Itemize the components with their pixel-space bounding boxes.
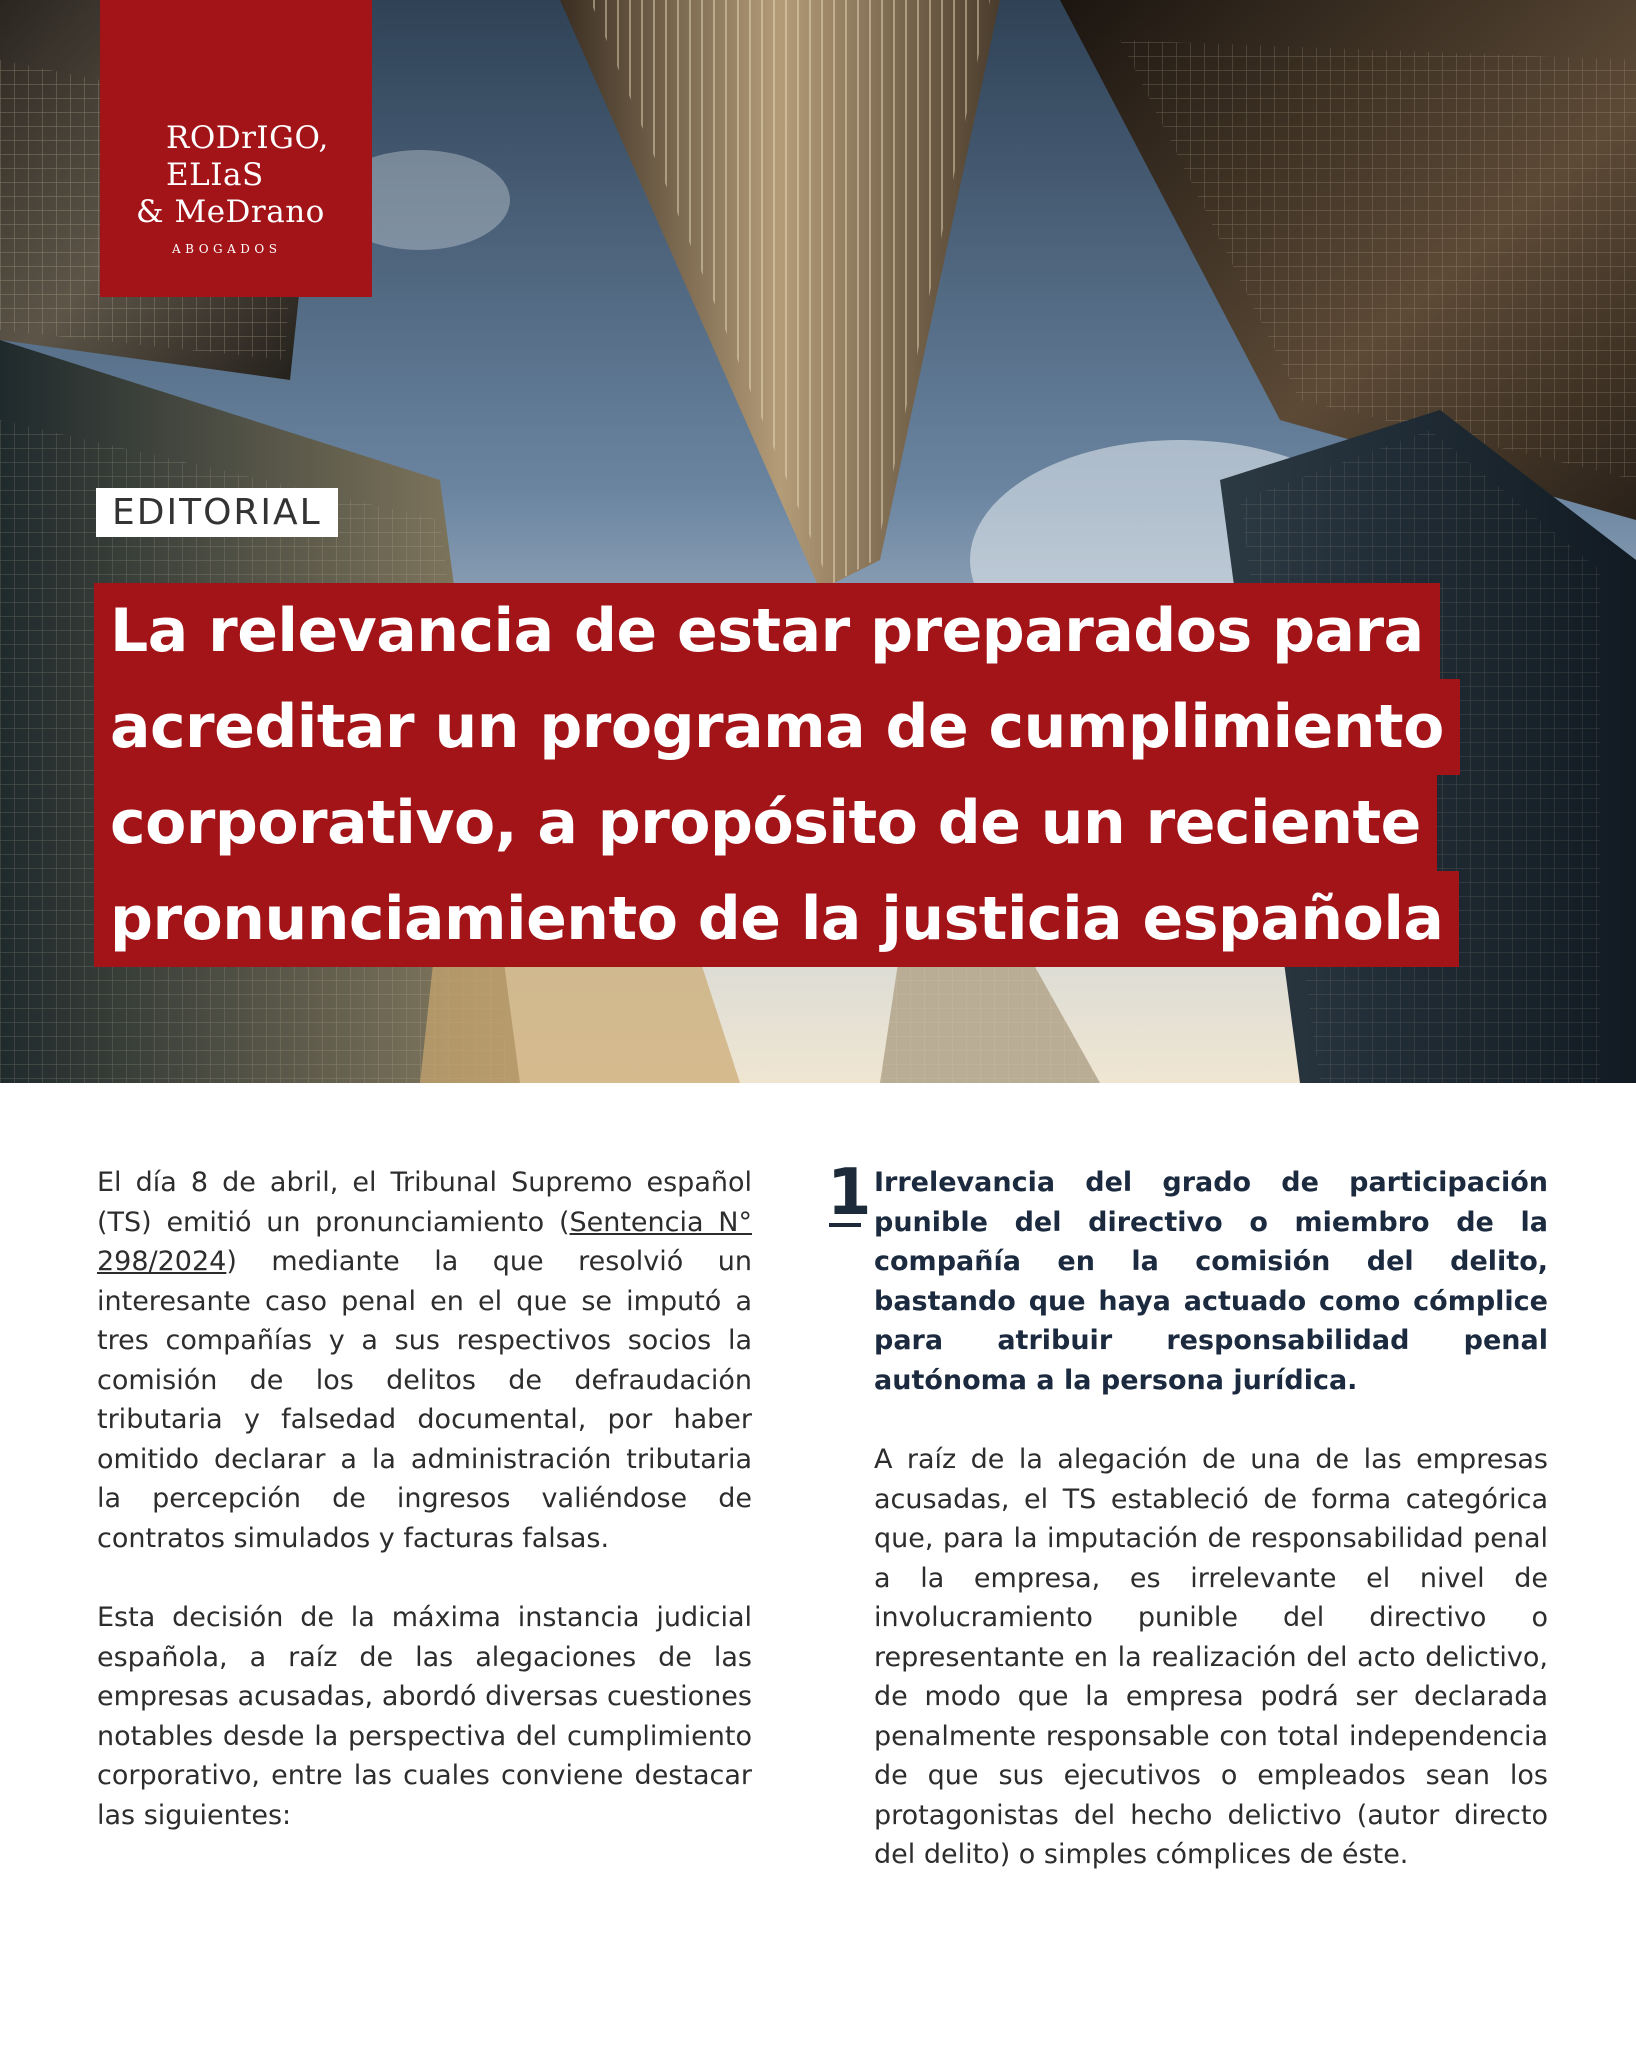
point-heading: Irrelevancia del grado de participación punible del directivo o miembro de la compañía en la comisión del delito, bastando que haya actuado como cómplice para atribuir responsabilidad penal autónoma a la persona jurídica. bbox=[874, 1167, 1548, 1396]
section-tag: EDITORIAL bbox=[96, 488, 338, 537]
second-paragraph: Esta decisión de la máxima instancia judicial española, a raíz de las alegaciones de las empresas acusadas, abordó diversas cuestiones notables desde la perspectiva del cumplimiento corporativo, entre las cuales conviene destacar las siguientes: bbox=[97, 1602, 752, 1831]
title-line bbox=[94, 871, 1514, 967]
title-line-text: acreditar un programa de cumplimiento bbox=[94, 679, 1460, 775]
logo-line-3: & MeDrano bbox=[136, 194, 325, 230]
sentencia-link[interactable]: Sentencia N° 298/2024 bbox=[97, 1206, 752, 1277]
title-line bbox=[94, 679, 1514, 775]
point-paragraph: A raíz de la alegación de una de las empresas acusadas, el TS estableció de forma categórica que, para la imputación de responsabilidad penal a la empresa, es irrelevante el nivel de involucramiento punible del directivo o representante en la realización del acto delictivo, de modo que la empresa podrá ser declarada penalmente responsable con total independencia de que sus ejecutivos o empleados sean los protagonistas del hecho delictivo (autor directo del delito) o simples cómplices de éste. bbox=[874, 1444, 1548, 1870]
logo-subtitle: ABOGADOS bbox=[172, 242, 282, 256]
title-line-text: corporativo, a propósito de un reciente bbox=[94, 775, 1437, 871]
title-line bbox=[94, 583, 1514, 679]
point-number: 1 bbox=[827, 1156, 872, 1230]
logo-line-1: RODrIGO, bbox=[166, 120, 329, 156]
point-number-block bbox=[827, 1156, 872, 1230]
title-line-text: pronunciamiento de la justicia española bbox=[94, 871, 1459, 967]
title-line bbox=[94, 775, 1514, 871]
article-title bbox=[94, 583, 1514, 967]
left-column bbox=[97, 1163, 752, 1875]
intro-text-start: El día 8 de abril, el Tribunal Supremo español (TS) emitió un pronunciamiento ( bbox=[97, 1167, 752, 1238]
intro-text-end: ) mediante la que resolvió un interesante caso penal en el que se imputó a tres compañías y a sus respectivos socios la comisión de los delitos de defraudación tributaria y falsedad documental, por haber omitido declarar a la administración tributaria la percepción de ingresos valiéndose de contratos simulados y facturas falsas. bbox=[97, 1246, 752, 1554]
title-line-text: La relevancia de estar preparados para bbox=[94, 583, 1440, 679]
intro-paragraph bbox=[97, 1163, 752, 1558]
logo-line-2: ELIaS bbox=[166, 157, 264, 193]
firm-logo bbox=[100, 0, 372, 297]
right-column bbox=[874, 1163, 1548, 1915]
